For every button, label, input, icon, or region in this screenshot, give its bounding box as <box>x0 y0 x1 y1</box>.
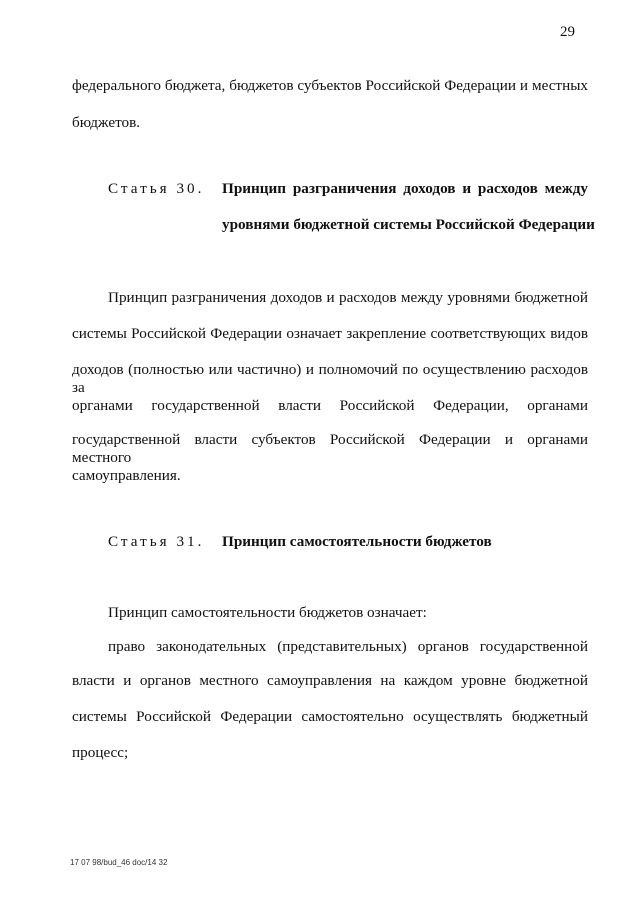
intro-line-1: федерального бюджета, бюджетов субъектов Российской Федерации и местных <box>72 77 588 94</box>
article-30-body-line: самоуправления. <box>72 467 181 484</box>
article-30-title-line-2: уровнями бюджетной системы Российской Федерации <box>222 216 595 233</box>
intro-line-2: бюджетов. <box>72 114 141 131</box>
article-30-body-line: органами государственной власти Российской Федерации, органами <box>72 397 588 414</box>
article-31-body-intro: Принцип самостоятельности бюджетов означает: <box>108 604 427 621</box>
article-30-body-line: доходов (полностью или частично) и полномочий по осуществлению расходов за <box>72 361 588 396</box>
article-31-body-line: право законодательных (представительных) органов государственной <box>108 638 588 655</box>
article-31-body-line: системы Российской Федерации самостоятельно осуществлять бюджетный <box>72 708 588 725</box>
article-30-body-line: Принцип разграничения доходов и расходов между уровнями бюджетной <box>108 289 588 306</box>
article-30-body-line: системы Российской Федерации означает закрепление соответствующих видов <box>72 325 588 342</box>
article-30-body-line: государственной власти субъектов Российской Федерации и органами местного <box>72 431 588 466</box>
article-31-label: Статья 31. <box>108 533 205 550</box>
article-31-body-line: процесс; <box>72 744 129 761</box>
file-footer: 17 07 98/bud_46 doc/14 32 <box>70 858 168 867</box>
article-31-body-line: власти и органов местного самоуправления на каждом уровне бюджетной <box>72 672 588 689</box>
article-30-label: Статья 30. <box>108 180 205 197</box>
article-31-title: Принцип самостоятельности бюджетов <box>222 533 492 550</box>
page-number: 29 <box>560 24 575 40</box>
article-30-title-line-1: Принцип разграничения доходов и расходов между <box>222 180 588 197</box>
